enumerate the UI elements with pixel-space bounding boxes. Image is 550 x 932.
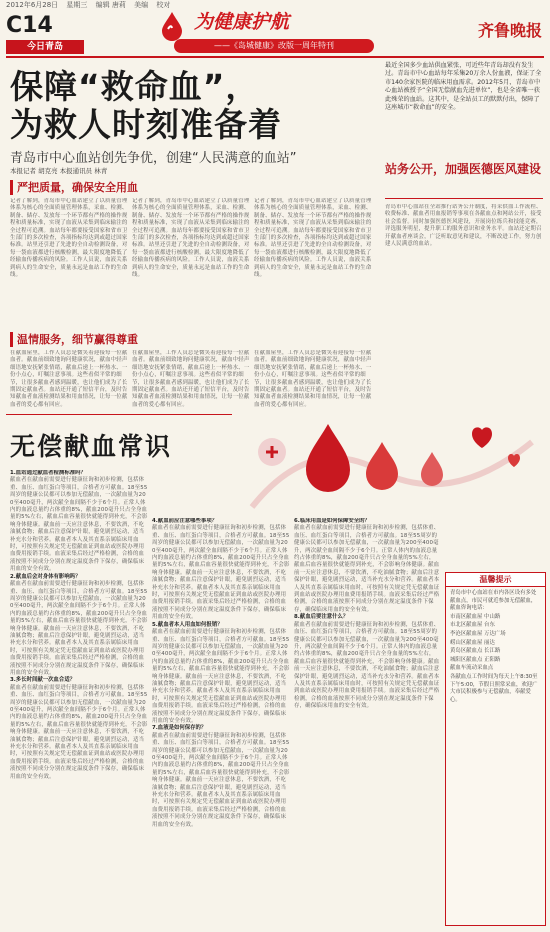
section-heading-service: 温情服务，细节赢得尊重	[10, 332, 382, 347]
quality-column-3: 记者了解到，青岛市中心血站建立了以质量管理体系为核心的全面质量管理体系，采血、检测、制备、储存、发放每一个环节都有严格的操作规程和质量标准，实现了血液从采集到临床输注的全过程可追溯。血站每年都要接受国家和省市卫生部门的多次检查，各项指标均达到或超过国家标准。站里还引进了先进的全自动检测设备，对每一袋血液都进行核酸检测，最大限度地降低了经输血传播疾病的风险。工作人员说，血液关系到病人的生命安全，质量永远是血站工作的生命线。	[254, 198, 372, 279]
service-column-3: 在献血屋里，工作人员总是微笑着迎接每一位献血者。献血前细致地询问健康状况，献血中轻声细语地安抚紧张情绪，献血后递上一杯热水、一份小点心，叮嘱注意事项。这些看似平常的细节，让很多献血者感到温暖，也让他们成为了长期固定献血者。血站还开通了短信平台，及时告知献血者血液检测结果和用血情况，让每一位献血者的爱心都有回应。	[254, 350, 372, 408]
service-column-2: 在献血屋里，工作人员总是微笑着迎接每一位献血者。献血前细致地询问健康状况，献血中轻声细语地安抚紧张情绪，献血后递上一杯热水、一份小点心，叮嘱注意事项。这些看似平常的细节，让很多献血者感到温暖，也让他们成为了长期固定献血者。血站还开通了短信平台，及时告知献血者血液检测结果和用血情况，让每一位献血者的爱心都有回应。	[132, 350, 250, 408]
question-4: 4.献血前应注意哪些事项？	[152, 518, 218, 524]
tips-item: 市北区献血屋 台东	[450, 622, 495, 629]
anniversary-banner	[150, 7, 390, 57]
quality-column-2: 记者了解到，青岛市中心血站建立了以质量管理体系为核心的全面质量管理体系，采血、检测、制备、储存、发放每一个环节都有严格的操作规程和质量标准，实现了血液从采集到临床输注的全过程可追溯。血站每年都要接受国家和省市卫生部门的多次检查，各项指标均达到或超过国家标准。站里还引进了先进的全自动检测设备，对每一袋血液都进行核酸检测，最大限度地降低了经输血传播疾病的风险。工作人员说，血液关系到病人的生命安全，质量永远是血站工作的生命线。	[132, 198, 250, 279]
tips-item: 市南区献血屋 中山路	[450, 613, 501, 620]
blood-drop-icon	[158, 11, 186, 41]
tips-body	[446, 587, 545, 708]
answer-6: 献血者在献血前需要进行健康征询和初步检测，包括体重、血压、血红蛋白等项目，合格者方可献血。18至55周岁的健康公民都可以参加无偿献血，一次献血量为200至400毫升，两次献全血间隔不少于6个月。正常人体内的血液总量约占体重的8%，献血200毫升只占全身血量的5%左右，献血后血容量很快就能得到补充，不会影响身体健康。献血前一天应注意休息，不要饮酒，不吃油腻食物；献血后注意保护针眼，避免剧烈运动，适当补充水分和营养。献血者本人及其直系亲属临床用血时，可按照有关规定凭无偿献血证到血站或医院办理用血费用报销手续。血液采集后经过严格检测，合格的血液按照不同成分分别在规定温度条件下保存，确保临床用血的安全有效。	[294, 525, 440, 613]
question-6: 6.临床用血是如何保障安全的？	[294, 518, 370, 524]
tips-outro: 各献血点工作时间为每天上午8:30至下午5:00，节假日照常采血，欢迎广大市民积极参与无偿献血，奉献爱心。	[450, 673, 538, 703]
article-subheadline: 青岛市中心血站创先争优，创建“人民满意的血站”	[10, 151, 297, 166]
editor-text: 编辑 唐莉	[95, 1, 126, 9]
tips-title: 温馨提示	[446, 573, 545, 587]
question-8: 8.献血后要注意什么？	[294, 614, 349, 621]
section-heading-quality: 严把质量，确保安全用血	[10, 180, 382, 195]
page-number: C14	[6, 13, 53, 38]
knowledge-column-2	[152, 518, 290, 925]
proofreader-text: 校对	[156, 1, 171, 9]
headline-line-1: 保障“救命血”，	[10, 67, 260, 106]
tips-item: 崂山区献血屋 丽达	[450, 639, 495, 646]
quality-column-1: 记者了解到，青岛市中心血站建立了以质量管理体系为核心的全面质量管理体系，采血、检测、制备、储存、发放每一个环节都有严格的操作规程和质量标准，实现了血液从采集到临床输注的全过程可追溯。血站每年都要接受国家和省市卫生部门的多次检查，各项指标均达到或超过国家标准。站里还引进了先进的全自动检测设备，对每一袋血液都进行核酸检测，最大限度地降低了经输血传播疾病的风险。工作人员说，血液关系到病人的生命安全，质量永远是血站工作的生命线。	[10, 198, 128, 279]
tips-box	[445, 572, 546, 926]
question-7: 7.血液是如何保存的？	[152, 725, 207, 732]
knowledge-headline: 无偿献血常识	[10, 432, 173, 461]
knowledge-column-3	[294, 518, 440, 925]
answer-8: 献血者在献血前需要进行健康征询和初步检测，包括体重、血压、血红蛋白等项目，合格者方可献血。18至55周岁的健康公民都可以参加无偿献血，一次献血量为200至400毫升，两次献全血间隔不少于6个月。正常人体内的血液总量约占体重的8%，献血200毫升只占全身血量的5%左右，献血后血容量很快就能得到补充，不会影响身体健康。献血前一天应注意休息，不要饮酒，不吃油腻食物；献血后注意保护针眼，避免剧烈运动，适当补充水分和营养。献血者本人及其直系亲属临床用血时，可按照有关规定凭无偿献血证到血站或医院办理用血费用报销手续。血液采集后经过严格检测，合格的血液按照不同成分分别在规定温度条件下保存，确保临床用血的安全有效。	[294, 621, 440, 710]
banner-subtitle: ——《岛城健康》改版一周年特刊	[174, 39, 374, 53]
section-label: 今日青岛	[6, 40, 84, 54]
tips-item: 李沧区献血屋 万达广场	[450, 630, 506, 637]
blood-donation-illustration	[232, 412, 544, 517]
article-headline	[10, 68, 282, 144]
header-rule	[6, 56, 544, 58]
knowledge-column-1	[10, 470, 148, 925]
question-5: 5.献血者本人用血如何报销？	[152, 621, 223, 628]
tips-item: 城阳区献血点 正阳路	[450, 656, 501, 663]
tips-item: 献血车流动采血点	[450, 665, 494, 672]
date-text: 2012年6月28日	[6, 1, 59, 9]
answer-4: 献血者在献血前需要进行健康征询和初步检测，包括体重、血压、血红蛋白等项目，合格者方可献血。18至55周岁的健康公民都可以参加无偿献血，一次献血量为200至400毫升，两次献全血间隔不少于6个月。正常人体内的血液总量约占体重的8%，献血200毫升只占全身血量的5%左右，献血后血容量很快就能得到补充，不会影响身体健康。献血前一天应注意休息，不要饮酒，不吃油腻食物；献血后注意保护针眼，避免剧烈运动，适当补充水分和营养。献血者本人及其直系亲属临床用血时，可按照有关规定凭无偿献血证到血站或医院办理用血费用报销手续。血液采集后经过严格检测，合格的血液按照不同成分分别在规定温度条件下保存，确保临床用血的安全有效。	[152, 525, 290, 621]
article-intro: 最近全国多少血站供血紧张，可近些年青岛却没有发生过。青岛市中心血站每年采集20万余人份血液，保证了全市140余家医院的临床用血需求。2012年5月，青岛市中心血站被授予“全国无偿献血先进单位”，也是全省唯一获此殊荣的血站。这其中，是全站员工的默默付出，保障了这座城市“救命血”的安全。	[385, 62, 542, 112]
tips-intro: 青岛市中心血站在市内各区设有多处献血点，市民可就近参加无偿献血，献血咨询电话：	[450, 590, 537, 612]
article-byline: 本报记者 胡克亮 本报通讯员 林青	[10, 167, 108, 175]
weekday-text: 星期三	[66, 1, 88, 9]
designer-text: 美编	[134, 1, 149, 9]
question-2: 2.献血后会对身体有影响吗？	[10, 573, 81, 580]
question-3: 3.多长时间献一次血合适？	[10, 677, 76, 684]
question-1: 1.血站通过献血者检测标准吗？	[10, 470, 86, 476]
answer-5: 献血者在献血前需要进行健康征询和初步检测，包括体重、血压、血红蛋白等项目，合格者方可献血。18至55周岁的健康公民都可以参加无偿献血，一次献血量为200至400毫升，两次献全血间隔不少于6个月。正常人体内的血液总量约占体重的8%，献血200毫升只占全身血量的5%左右，献血后血容量很快就能得到补充，不会影响身体健康。献血前一天应注意休息，不要饮酒，不吃油腻食物；献血后注意保护针眼，避免剧烈运动，适当补充水分和营养。献血者本人及其直系亲属临床用血时，可按照有关规定凭无偿献血证到血站或医院办理用血费用报销手续。血液采集后经过严格检测，合格的血液按照不同成分分别在规定温度条件下保存，确保临床用血的安全有效。	[152, 629, 290, 724]
answer-7: 献血者在献血前需要进行健康征询和初步检测，包括体重、血压、血红蛋白等项目，合格者方可献血。18至55周岁的健康公民都可以参加无偿献血，一次献血量为200至400毫升，两次献全血间隔不少于6个月。正常人体内的血液总量约占体重的8%，献血200毫升只占全身血量的5%左右，献血后血容量很快就能得到补充，不会影响身体健康。献血前一天应注意休息，不要饮酒，不吃油腻食物；献血后注意保护针眼，避免剧烈运动，适当补充水分和营养。献血者本人及其直系亲属临床用血时，可按照有关规定凭无偿献血证到血站或医院办理用血费用报销手续。血液采集后经过严格检测，合格的血液按照不同成分分别在规定温度条件下保存，确保临床用血的安全有效。	[152, 732, 290, 828]
headline-line-2: 为救人时刻准备着	[10, 105, 282, 144]
side-heading: 站务公开，加强医德医风建设	[385, 162, 542, 176]
banner-title: 为健康护航	[194, 11, 290, 33]
answer-3: 献血者在献血前需要进行健康征询和初步检测，包括体重、血压、血红蛋白等项目，合格者方可献血。18至55周岁的健康公民都可以参加无偿献血，一次献血量为200至400毫升，两次献全血间隔不少于6个月。正常人体内的血液总量约占体重的8%，献血200毫升只占全身血量的5%左右，献血后血容量很快就能得到补充，不会影响身体健康。献血前一天应注意休息，不要饮酒，不吃油腻食物；献血后注意保护针眼，避免剧烈运动，适当补充水分和营养。献血者本人及其直系亲属临床用血时，可按照有关规定凭无偿献血证到血站或医院办理用血费用报销手续。血液采集后经过严格检测，合格的血液按照不同成分分别在规定温度条件下保存，确保临床用血的安全有效。	[10, 684, 148, 780]
newspaper-logo: 齐鲁晚报	[477, 21, 542, 40]
side-divider	[385, 198, 543, 199]
tips-item: 黄岛区献血点 长江路	[450, 648, 501, 655]
answer-1: 献血者在献血前需要进行健康征询和初步检测，包括体重、血压、血红蛋白等项目，合格者方可献血。18至55周岁的健康公民都可以参加无偿献血，一次献血量为200至400毫升，两次献全血间隔不少于6个月。正常人体内的血液总量约占体重的8%，献血200毫升只占全身血量的5%左右，献血后血容量很快就能得到补充，不会影响身体健康。献血前一天应注意休息，不要饮酒，不吃油腻食物；献血后注意保护针眼，避免剧烈运动，适当补充水分和营养。献血者本人及其直系亲属临床用血时，可按照有关规定凭无偿献血证到血站或医院办理用血费用报销手续。血液采集后经过严格检测，合格的血液按照不同成分分别在规定温度条件下保存，确保临床用血的安全有效。	[10, 477, 148, 573]
service-column-1: 在献血屋里，工作人员总是微笑着迎接每一位献血者。献血前细致地询问健康状况，献血中轻声细语地安抚紧张情绪，献血后递上一杯热水、一份小点心，叮嘱注意事项。这些看似平常的细节，让很多献血者感到温暖，也让他们成为了长期固定献血者。血站还开通了短信平台，及时告知献血者血液检测结果和用血情况，让每一位献血者的爱心都有回应。	[10, 350, 128, 408]
side-column-text: 青岛市中心血站在全站推行站务公开制度，将采供血工作流程、收费标准、献血者用血报销等事项在各献血点和网站公开，接受社会监督。同时加强医德医风建设，开展岗位练兵和技能竞赛，评选服务明星，提升职工的服务意识和业务水平。血站还定期召开献血者座谈会，广泛听取意见和建议，不断改进工作，努力创建人民满意的血站。	[385, 204, 542, 248]
answer-2: 献血者在献血前需要进行健康征询和初步检测，包括体重、血压、血红蛋白等项目，合格者方可献血。18至55周岁的健康公民都可以参加无偿献血，一次献血量为200至400毫升，两次献全血间隔不少于6个月。正常人体内的血液总量约占体重的8%，献血200毫升只占全身血量的5%左右，献血后血容量很快就能得到补充，不会影响身体健康。献血前一天应注意休息，不要饮酒，不吃油腻食物；献血后注意保护针眼，避免剧烈运动，适当补充水分和营养。献血者本人及其直系亲属临床用血时，可按照有关规定凭无偿献血证到血站或医院办理用血费用报销手续。血液采集后经过严格检测，合格的血液按照不同成分分别在规定温度条件下保存，确保临床用血的安全有效。	[10, 581, 148, 676]
